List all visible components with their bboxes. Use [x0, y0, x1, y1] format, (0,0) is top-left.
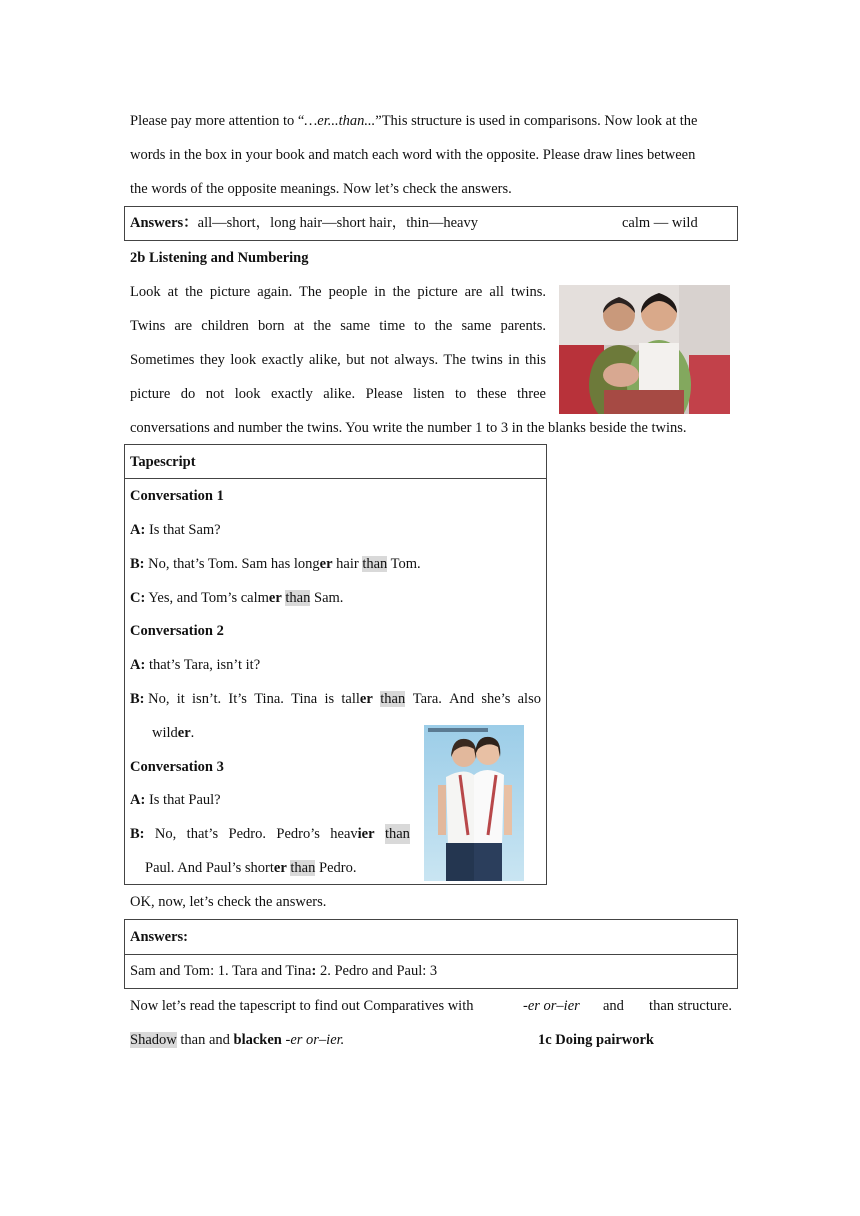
- closing-line-1-and: and: [603, 998, 624, 1014]
- conv2-line-a: A: that’s Tara, isn’t it?: [130, 657, 261, 673]
- intro-line-3: the words of the opposite meanings. Now let’s check the answers.: [130, 181, 512, 197]
- conv3-line-b: B: No, that’s Pedro. Pedro’s heavier than: [130, 826, 410, 842]
- closing-line-2: Shadow than and blacken -er or–ier.: [130, 1032, 345, 1048]
- conv3-line-a: A: Is that Paul?: [130, 792, 221, 808]
- conv3-line-b-cont: Paul. And Paul’s shorter than Pedro.: [145, 860, 357, 876]
- answers-2-divider: [124, 954, 738, 955]
- answers-1-text: Answers：all—short，long hair—short hair，thin—heavy: [130, 215, 478, 231]
- conversation-2-title: Conversation 2: [130, 623, 224, 639]
- tapescript-header: Tapescript: [130, 454, 196, 470]
- answers-1-calm-wild: calm — wild: [622, 215, 698, 231]
- section-1c-heading: 1c Doing pairwork: [538, 1032, 654, 1048]
- section-2b-p2: Twins are children born at the same time to the same parents.: [130, 318, 546, 334]
- section-2b-p1: Look at the picture again. The people in the picture are all twins.: [130, 284, 546, 300]
- twin-girls-photo: [424, 725, 524, 881]
- closing-line-1: Now let’s read the tapescript to find out Comparatives with: [130, 998, 474, 1014]
- closing-line-1-end: than structure.: [649, 998, 732, 1014]
- closing-line-1-ital: -er or–ier: [523, 998, 580, 1014]
- conv1-line-c: C: Yes, and Tom’s calmer than Sam.: [130, 590, 344, 606]
- conv1-line-a: A: Is that Sam?: [130, 522, 221, 538]
- answers-2-header: Answers:: [130, 929, 188, 945]
- section-2b-p4: picture do not look exactly alike. Please listen to these three: [130, 386, 546, 402]
- intro-line-1: Please pay more attention to “…er...than...”This structure is used in comparisons. Now look at the: [130, 113, 698, 129]
- conv2-line-b-cont: wilder.: [152, 725, 195, 741]
- twins-family-photo: [559, 285, 730, 414]
- section-2b-heading: 2b Listening and Numbering: [130, 250, 309, 266]
- section-2b-p3: Sometimes they look exactly alike, but not always. The twins in this: [130, 352, 546, 368]
- conv2-line-b: B: No, it isn’t. It’s Tina. Tina is taller than Tara. And she’s also: [130, 691, 541, 707]
- check-answers-line: OK, now, let’s check the answers.: [130, 894, 327, 910]
- section-2b-p5: conversations and number the twins. You write the number 1 to 3 in the blanks beside the twins.: [130, 420, 687, 436]
- intro-line-2: words in the box in your book and match each word with the opposite. Please draw lines between: [130, 147, 696, 163]
- tapescript-header-divider: [124, 478, 547, 479]
- answers-2-body: Sam and Tom: 1. Tara and Tina: 2. Pedro and Paul: 3: [130, 963, 438, 979]
- conv1-line-b: B: No, that’s Tom. Sam has longer hair than Tom.: [130, 556, 421, 572]
- conversation-3-title: Conversation 3: [130, 759, 224, 775]
- conversation-1-title: Conversation 1: [130, 488, 224, 504]
